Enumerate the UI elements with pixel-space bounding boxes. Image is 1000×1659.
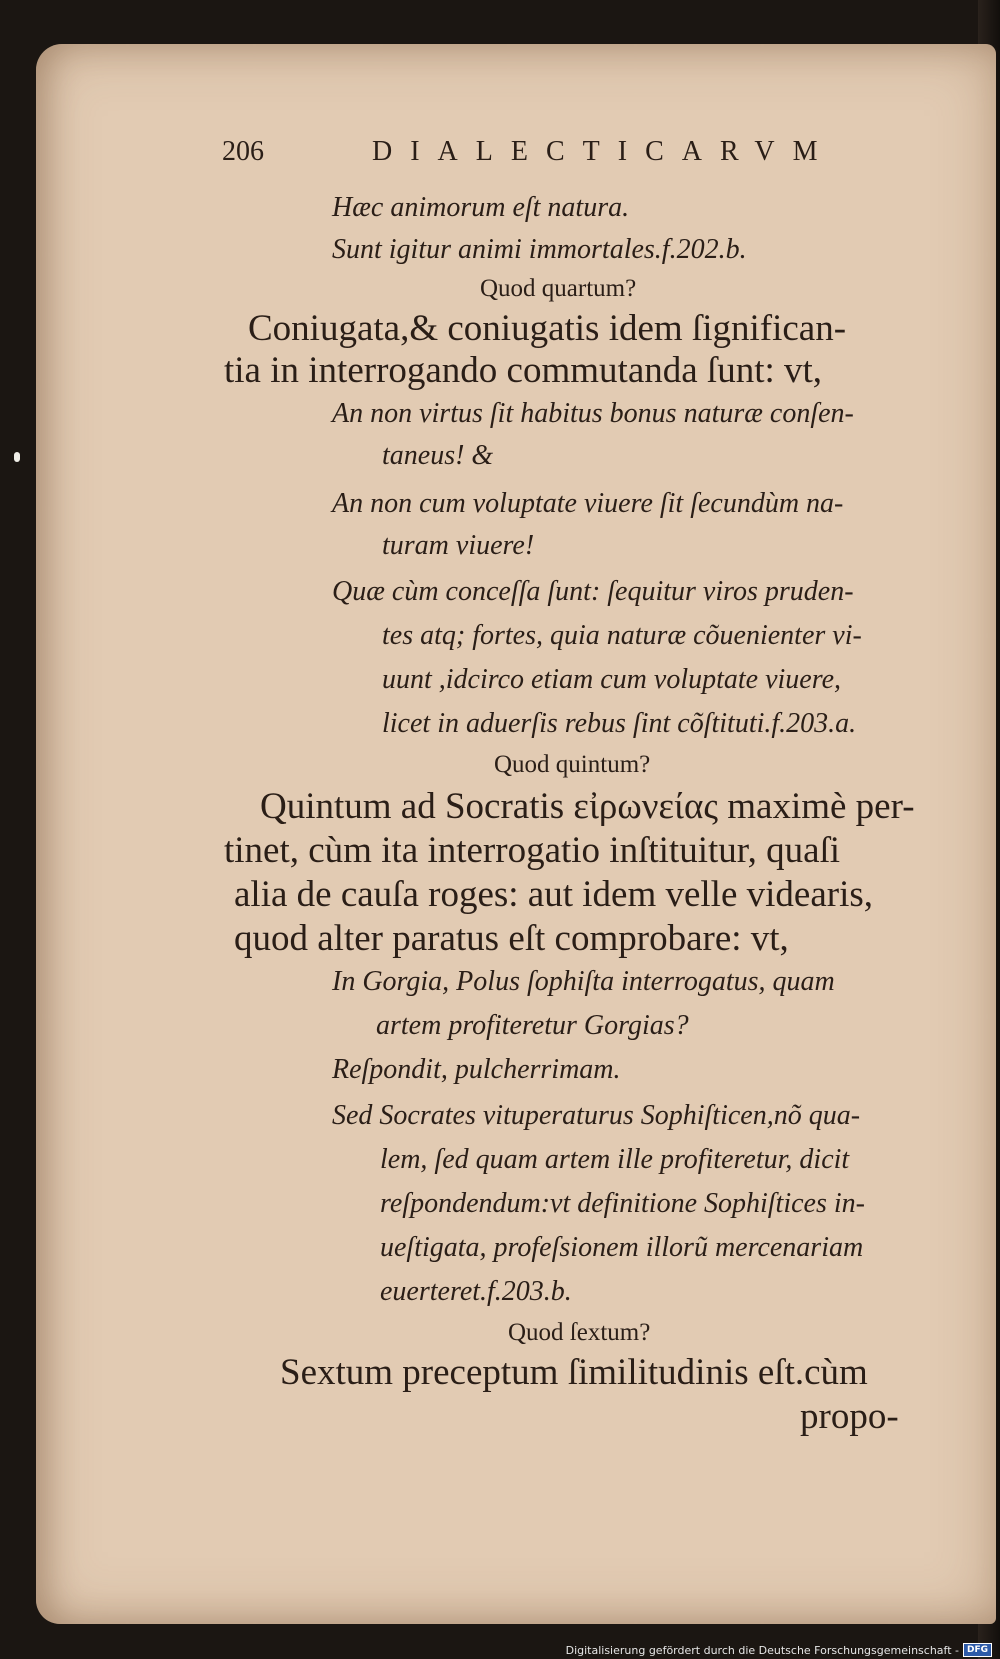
book-page <box>36 44 996 1624</box>
section-heading: Quod ſextum? <box>508 1319 651 1346</box>
text-line: In Gorgia, Polus ſophiſta interrogatus, quam <box>332 966 835 997</box>
text-line: tinet, cùm ita interrogatio inſtituitur, quaſi <box>224 830 841 871</box>
text-line: An non cum voluptate viuere ſit ſecundùm na- <box>332 488 844 519</box>
text-line: Reſpondit, pulcherrimam. <box>332 1054 621 1085</box>
text-line: licet in aduerſis rebus ſint cõſtituti.f.203.a. <box>382 708 857 739</box>
text-line: quod alter paratus eſt comprobare: vt, <box>234 918 789 959</box>
text-line: An non virtus ſit habitus bonus naturæ conſen- <box>332 398 854 429</box>
text-line: Sed Socrates vituperaturus Sophiſticen,nõ qua- <box>332 1100 861 1131</box>
text-line: tia in interrogando commutanda ſunt: vt, <box>224 350 823 391</box>
text-line: alia de cauſa roges: aut idem velle videaris, <box>234 874 874 915</box>
text-line: uunt ,idcirco etiam cum voluptate viuere, <box>382 664 842 695</box>
text-line: Coniugata,& coniugatis idem ſignifican- <box>248 308 847 349</box>
text-line: ueſtigata, profeſsionem illorũ mercenariam <box>380 1232 864 1263</box>
credit-text: Digitalisierung gefördert durch die Deutsche Forschungsgemeinschaft - <box>565 1643 959 1657</box>
text-line: reſpondendum:vt definitione Sophiſtices in- <box>380 1188 865 1219</box>
catchword: propo- <box>800 1396 899 1437</box>
text-line: turam viuere! <box>382 530 535 561</box>
text-line: taneus! & <box>382 440 494 471</box>
running-title: DIALECTICARVM <box>372 136 836 167</box>
page-number: 206 <box>222 136 264 167</box>
text-line: euerteret.f.203.b. <box>380 1276 572 1307</box>
text-line: Quintum ad Socratis εἰρωνείας maximè per- <box>260 786 915 827</box>
digitization-credit <box>566 1643 992 1657</box>
text-line: tes atq; fortes, quia naturæ cõuenienter vi- <box>382 620 862 651</box>
text-line: Quæ cùm conceſſa ſunt: ſequitur viros pruden- <box>332 576 854 607</box>
text-line: artem profiteretur Gorgias? <box>376 1010 689 1041</box>
text-line: Hæc animorum eſt natura. <box>332 192 630 223</box>
section-heading: Quod quartum? <box>480 275 637 302</box>
text-line: Sextum preceptum ſimilitudinis eſt.cùm <box>280 1352 868 1393</box>
text-line: lem, ſed quam artem ille profiteretur, dicit <box>380 1144 850 1175</box>
section-heading: Quod quintum? <box>494 751 651 778</box>
paper-spot <box>14 452 20 462</box>
dfg-logo: DFG <box>963 1643 992 1657</box>
text-line: Sunt igitur animi immortales.f.202.b. <box>332 234 747 265</box>
